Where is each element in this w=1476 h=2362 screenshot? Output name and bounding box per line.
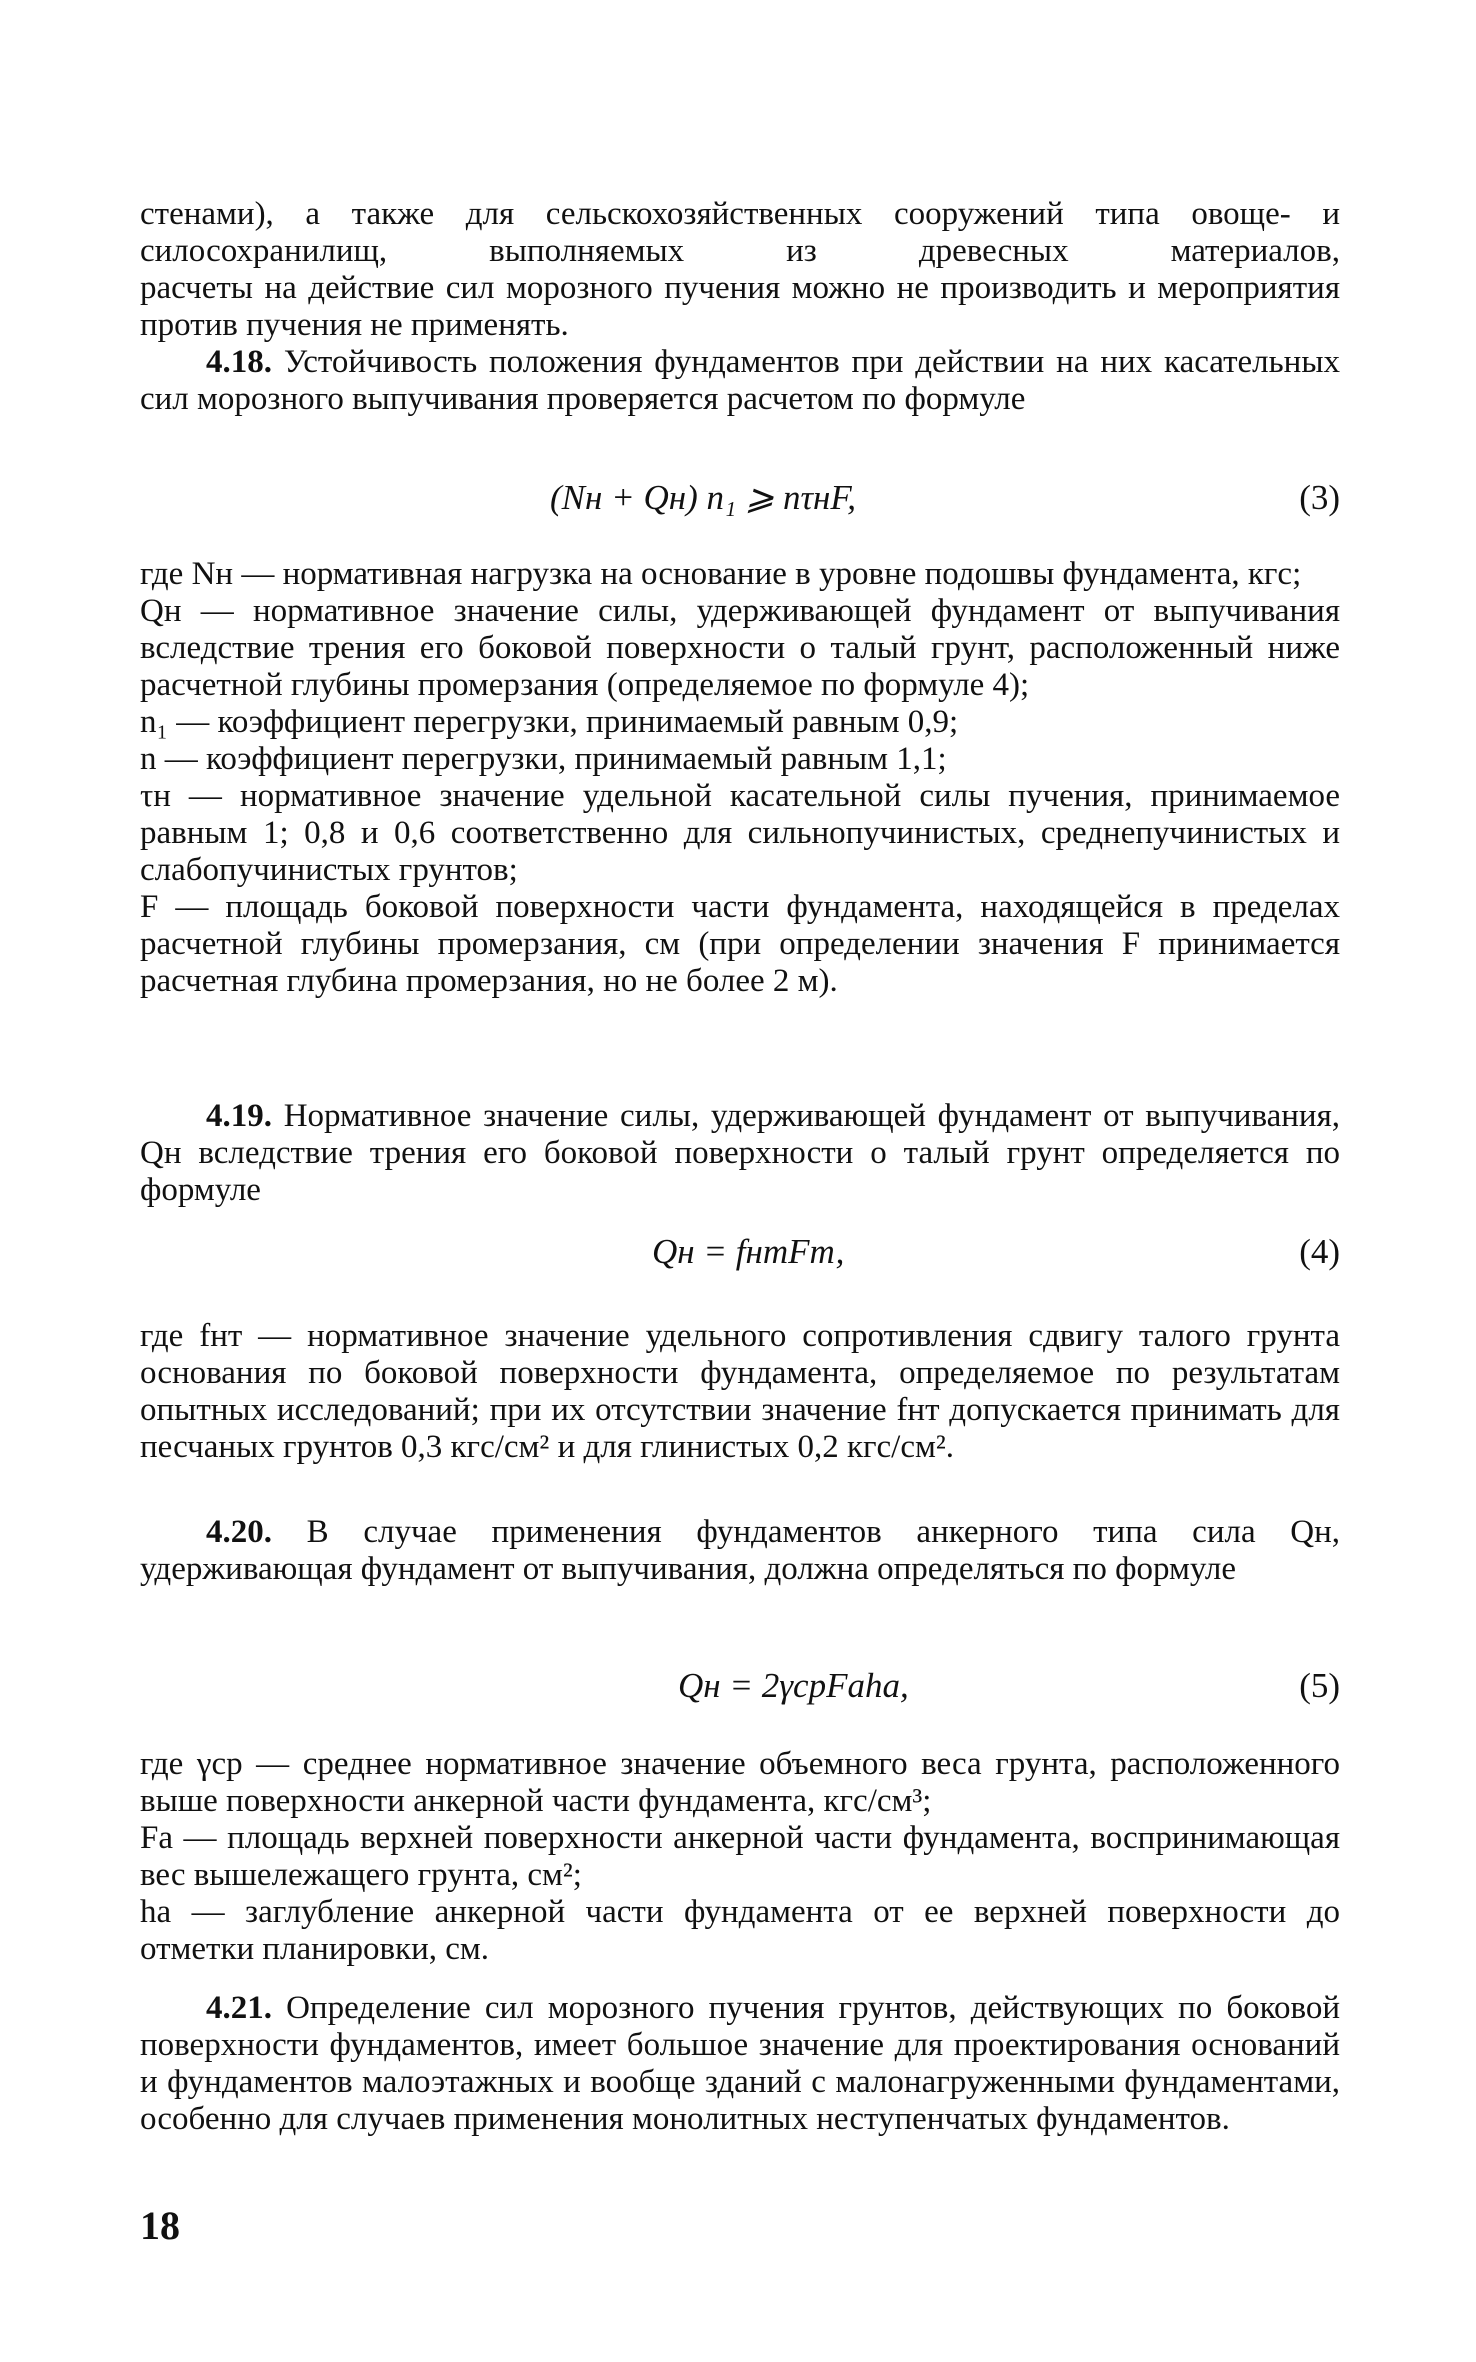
formula-expression: Qн = fнтFт,	[652, 1232, 845, 1271]
section-number: 4.21.	[206, 1990, 272, 2026]
intro-line-1: стенами), а также для сельскохозяйственных сооружений типа овоще- и силосохранилищ, выполняемых из древесных материалов,	[140, 196, 1340, 269]
definition-n-norm: где Nн — нормативная нагрузка на основание в уровне подошвы фундамента, кгс;	[140, 556, 1302, 592]
definition-fa: Fa — площадь верхней поверхности анкерной части фундамента, воспринимающая вес вышележащего грунта, см²;	[140, 1820, 1340, 1893]
section-4-20	[140, 1514, 1340, 1588]
formula-5	[140, 1666, 1340, 1716]
section-text: Устойчивость положения фундаментов при действии на них касательных сил морозного выпучивания проверяется расчетом по формуле	[140, 344, 1340, 417]
section-4-21	[140, 1990, 1340, 2138]
formula-number: (5)	[1299, 1666, 1340, 1705]
section-text: В случае применения фундаментов анкерного типа сила Qн, удерживающая фундамент от выпучивания, должна определяться по формуле	[140, 1514, 1340, 1587]
formula-3	[140, 478, 1340, 528]
definition-f: F — площадь боковой поверхности части фундамента, находящейся в пределах расчетной глубины промерзания, см (при определении значения F принимается расчетная глубина промерзания, но не более 2 м).	[140, 889, 1340, 999]
definition-f-t: где fнт — нормативное значение удельного сопротивления сдвигу талого грунта основания по боковой поверхности фундамента, определяемое по результатам опытных исследований; при их отсутствии значение fнт допускается принимать для песчаных грунтов 0,3 кгс/см² и для глинистых 0,2 кгс/см².	[140, 1318, 1340, 1465]
formula-expression: (Nн + Qн) n₁ ⩾ nτнF,	[550, 478, 857, 517]
page-number: 18	[140, 2203, 180, 2248]
definitions-5	[140, 1746, 1340, 1968]
intro-paragraph	[140, 196, 1340, 344]
intro-line-2: расчеты на действие сил морозного пучения можно не производить и мероприятия против пучения не применять.	[140, 270, 1340, 343]
section-4-19	[140, 1098, 1340, 1209]
formula-number: (3)	[1299, 478, 1340, 517]
formula-4	[140, 1232, 1340, 1282]
section-number: 4.18.	[206, 344, 272, 380]
section-4-18	[140, 344, 1340, 418]
definition-gamma: где γcp — среднее нормативное значение объемного веса грунта, расположенного выше поверхности анкерной части фундамента, кгс/см³;	[140, 1746, 1340, 1819]
formula-number: (4)	[1299, 1232, 1340, 1271]
section-text: Нормативное значение силы, удерживающей фундамент от выпучивания, Qн вследствие трения его боковой поверхности о талый грунт определяется по формуле	[140, 1098, 1341, 1208]
definition-n: n — коэффициент перегрузки, принимаемый равным 1,1;	[140, 741, 947, 777]
definition-ha: ha — заглубление анкерной части фундамента от ее верхней поверхности до отметки планировки, см.	[140, 1894, 1340, 1967]
definition-tau: τн — нормативное значение удельной касательной силы пучения, принимаемое равным 1; 0,8 и 0,6 соответственно для сильнопучинистых, среднепучинистых и слабопучинистых грунтов;	[140, 778, 1340, 888]
section-text: Определение сил морозного пучения грунтов, действующих по боковой поверхности фундаментов, имеет большое значение для проектирования оснований и фундаментов малоэтажных и вообще зданий с малонагруженными фундаментами, особенно для случаев применения монолитных неступенчатых фундаментов.	[140, 1990, 1341, 2137]
definitions-3	[140, 556, 1340, 1000]
definition-n1: n₁ — коэффициент перегрузки, принимаемый равным 0,9;	[140, 704, 959, 740]
definition-q-norm: Qн — нормативное значение силы, удерживающей фундамент от выпучивания вследствие трения его боковой поверхности о талый грунт, расположенный ниже расчетной глубины промерзания (определяемое по формуле 4);	[140, 593, 1340, 703]
definitions-4	[140, 1318, 1340, 1466]
section-number: 4.20.	[206, 1514, 272, 1550]
formula-expression: Qн = 2γcpFaha,	[678, 1666, 909, 1705]
section-number: 4.19.	[206, 1098, 272, 1134]
